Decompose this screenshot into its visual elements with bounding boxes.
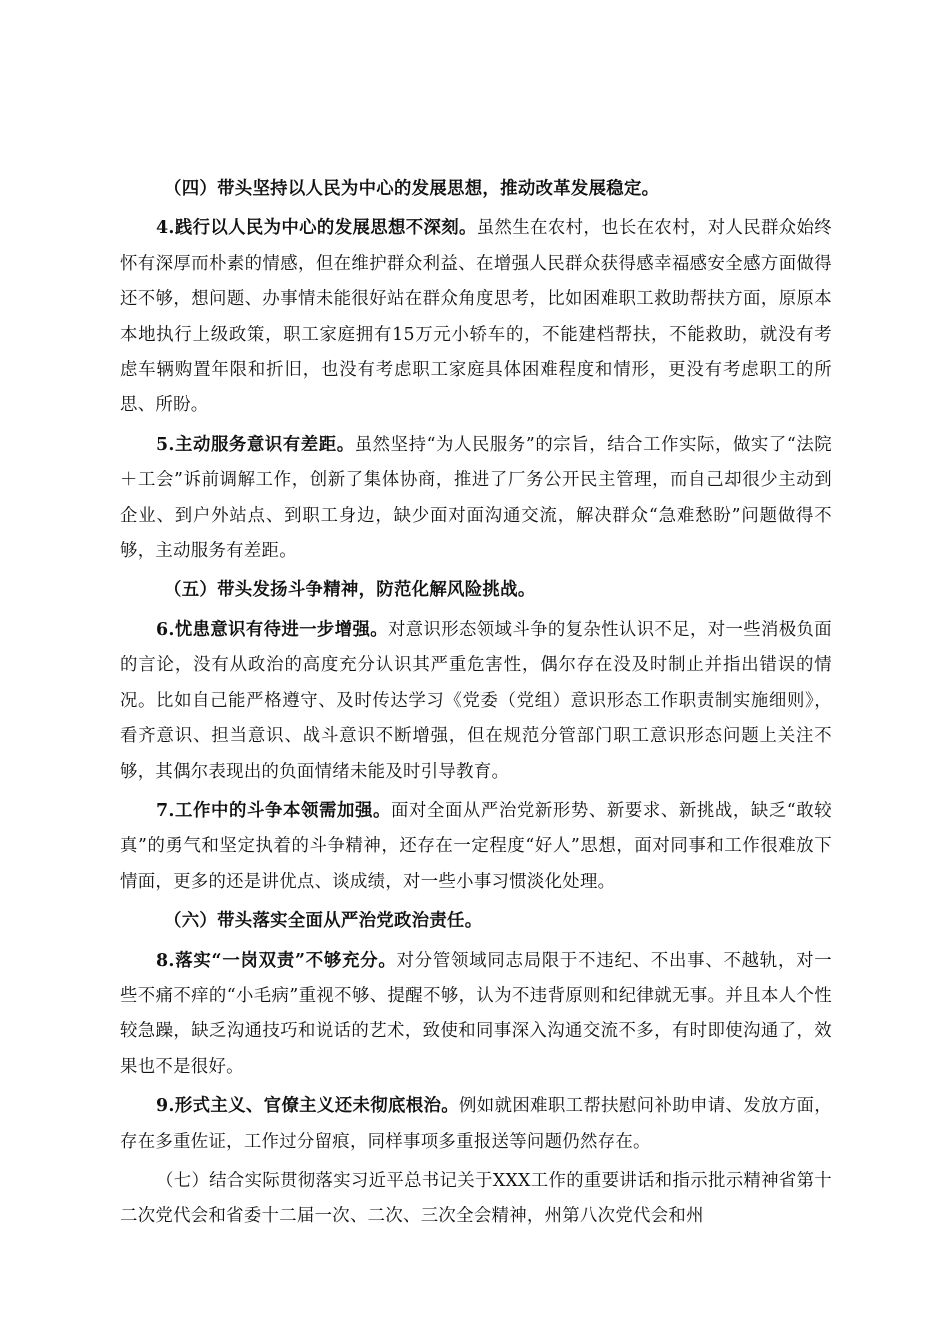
item-lead-8: 8.落实“一岗双责”不够充分。: [156, 950, 397, 971]
item-lead-7: 7.工作中的斗争本领需加强。: [156, 800, 391, 821]
item-body-4: 虽然生在农村，也长在农村，对人民群众始终怀有深厚而朴素的情感，但在维护群众利益、在增强人民群众获得感幸福感安全感方面做得还不够，想问题、办事情未能很好站在群众角度思考，比如困难职工救助帮扶方面，原原本本地执行上级政策，职工家庭拥有15万元小轿车的，不能建档帮扶，不能救助，就没有考虑车辆购置年限和折旧，也没有考虑职工家庭具体困难程度和情形，更没有考虑职工的所思、所盼。: [120, 218, 832, 416]
item-body-9: 例如就困难职工帮扶慰问补助申请、发放方面，存在多重佐证，工作过分留痕，同样事项多重报送等问题仍然存在。: [120, 1096, 832, 1152]
item-paragraph-7: [120, 794, 832, 900]
item-lead-4: 4.践行以人民为中心的发展思想不深刻。: [156, 218, 477, 239]
item-lead-6: 6.忧患意识有待进一步增强。: [156, 619, 388, 640]
item-body-5: 虽然坚持“为人民服务”的宗旨，结合工作实际，做实了“法院＋工会”诉前调解工作，创新了集体协商，推进了厂务公开民主管理，而自己却很少主动到企业、到户外站点、到职工身边，缺少面对面沟通交流，解决群众“急难愁盼”问题做得不够，主动服务有差距。: [120, 434, 832, 562]
item-paragraph-9: [120, 1089, 832, 1160]
section-heading-4: （四）带头坚持以人民为中心的发展思想，推动改革发展稳定。: [164, 179, 660, 199]
item-body-8: 对分管领域同志局限于不违纪、不出事、不越轨，对一些不痛不痒的“小毛病”重视不够、提醒不够，认为不违背原则和纪律就无事。并且本人个性较急躁，缺乏沟通技巧和说话的艺术，致使和同事深入沟通交流不多，有时即使沟通了，效果也不是很好。: [120, 950, 832, 1077]
section-paragraph-7: （七）结合实际贯彻落实习近平总书记关于XXX工作的重要讲话和指示批示精神省第十二次党代会和省委十二届一次、二次、三次全会精神，州第八次党代会和州: [120, 1170, 832, 1227]
item-body-7: 面对全面从严治党新形势、新要求、新挑战，缺乏“敢较真”的勇气和坚定执着的斗争精神，还存在一定程度“好人”思想，面对同事和工作很难放下情面，更多的还是讲优点、谈成绩，对一些小事习惯淡化处理。: [120, 800, 832, 892]
item-body-6: 对意识形态领域斗争的复杂性认识不足，对一些消极负面的言论，没有从政治的高度充分认识其严重危害性，偶尔存在没及时制止并指出错误的情况。比如自己能严格遵守、及时传达学习《党委（党组）意识形态工作职责制实施细则》，看齐意识、担当意识、战斗意识不断增强，但在规范分管部门职工意识形态问题上关注不够，其偶尔表现出的负面情绪未能及时引导教育。: [120, 619, 832, 782]
section-heading-6: （六）带头落实全面从严治党政治责任。: [164, 911, 483, 932]
item-paragraph-5: [120, 428, 832, 570]
item-lead-9: 9.形式主义、官僚主义还未彻底根治。: [156, 1096, 460, 1117]
document-body: [120, 172, 832, 1239]
item-paragraph-6: [120, 613, 832, 790]
item-paragraph-8: [120, 944, 832, 1086]
section-heading-5: （五）带头发扬斗争精神，防范化解风险挑战。: [164, 580, 536, 601]
item-paragraph-4: [120, 211, 832, 423]
item-lead-5: 5.主动服务意识有差距。: [156, 434, 355, 455]
